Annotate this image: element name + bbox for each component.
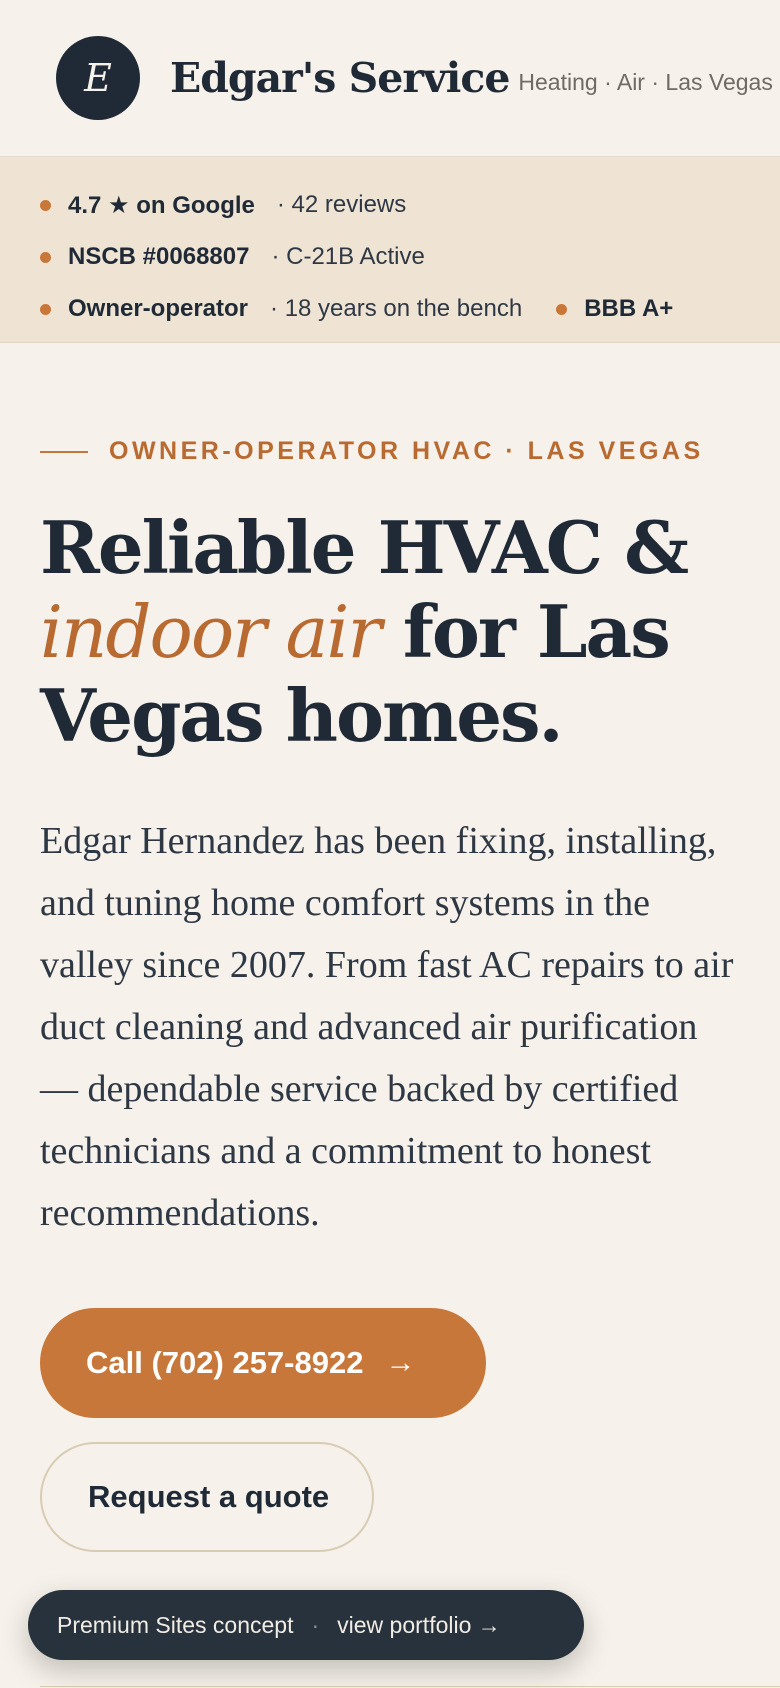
trust-item-owner <box>40 283 780 335</box>
request-quote-label: Request a quote <box>88 1479 330 1514</box>
hero-headline <box>40 506 740 758</box>
trust-bar <box>0 157 780 343</box>
license-number: NSCB #0068807 <box>68 243 250 270</box>
experience-years: · 18 years on the bench <box>270 295 523 322</box>
logo-letter: E <box>84 56 112 100</box>
call-button[interactable] <box>40 1308 486 1418</box>
trust-item-rating <box>40 179 780 231</box>
bbb-rating: BBB A+ <box>584 295 674 322</box>
site-header <box>0 0 780 157</box>
headline-emphasis: indoor air <box>40 590 380 674</box>
call-button-label: Call (702) 257-8922 <box>86 1345 364 1380</box>
eyebrow-text: OWNER-OPERATOR HVAC · LAS VEGAS <box>109 437 704 465</box>
owner-operator: Owner-operator <box>68 295 249 322</box>
brand-tagline: Heating · Air · Las Vegas <box>518 68 773 95</box>
section-divider <box>40 1686 780 1687</box>
logo-mark[interactable] <box>56 36 140 120</box>
hero-eyebrow <box>40 437 740 466</box>
bullet-dot <box>40 252 51 263</box>
request-quote-button[interactable] <box>40 1442 374 1552</box>
banner-label: Premium Sites concept <box>57 1611 294 1638</box>
brand-name[interactable]: Edgar's Service <box>170 54 510 102</box>
view-portfolio-link[interactable]: view portfolio → <box>337 1611 501 1638</box>
banner-separator: · <box>311 1611 320 1638</box>
trust-item-bbb <box>556 295 673 323</box>
arrow-right-icon: → <box>385 1346 416 1379</box>
headline-line1: Reliable HVAC & <box>40 505 688 590</box>
bullet-dot <box>40 200 51 211</box>
hero-section <box>0 437 780 1552</box>
trust-item-license <box>40 231 780 283</box>
portfolio-banner[interactable] <box>28 1590 584 1660</box>
eyebrow-rule <box>40 451 88 453</box>
bullet-dot <box>40 304 51 315</box>
license-status: · C-21B Active <box>271 243 425 270</box>
google-rating: 4.7 ★ on Google <box>68 191 255 219</box>
bullet-dot <box>556 304 567 315</box>
review-count: · 42 reviews <box>276 191 407 218</box>
headline-rest: for Las Vegas homes. <box>40 589 669 758</box>
hero-description: Edgar Hernandez has been fixing, installing, and tuning home comfort systems in the valley since 2007. From fast AC repairs to air duct cleaning and advanced air purification — dependable service backed by certified technicians and a commitment to honest recommendations. <box>40 820 734 1234</box>
